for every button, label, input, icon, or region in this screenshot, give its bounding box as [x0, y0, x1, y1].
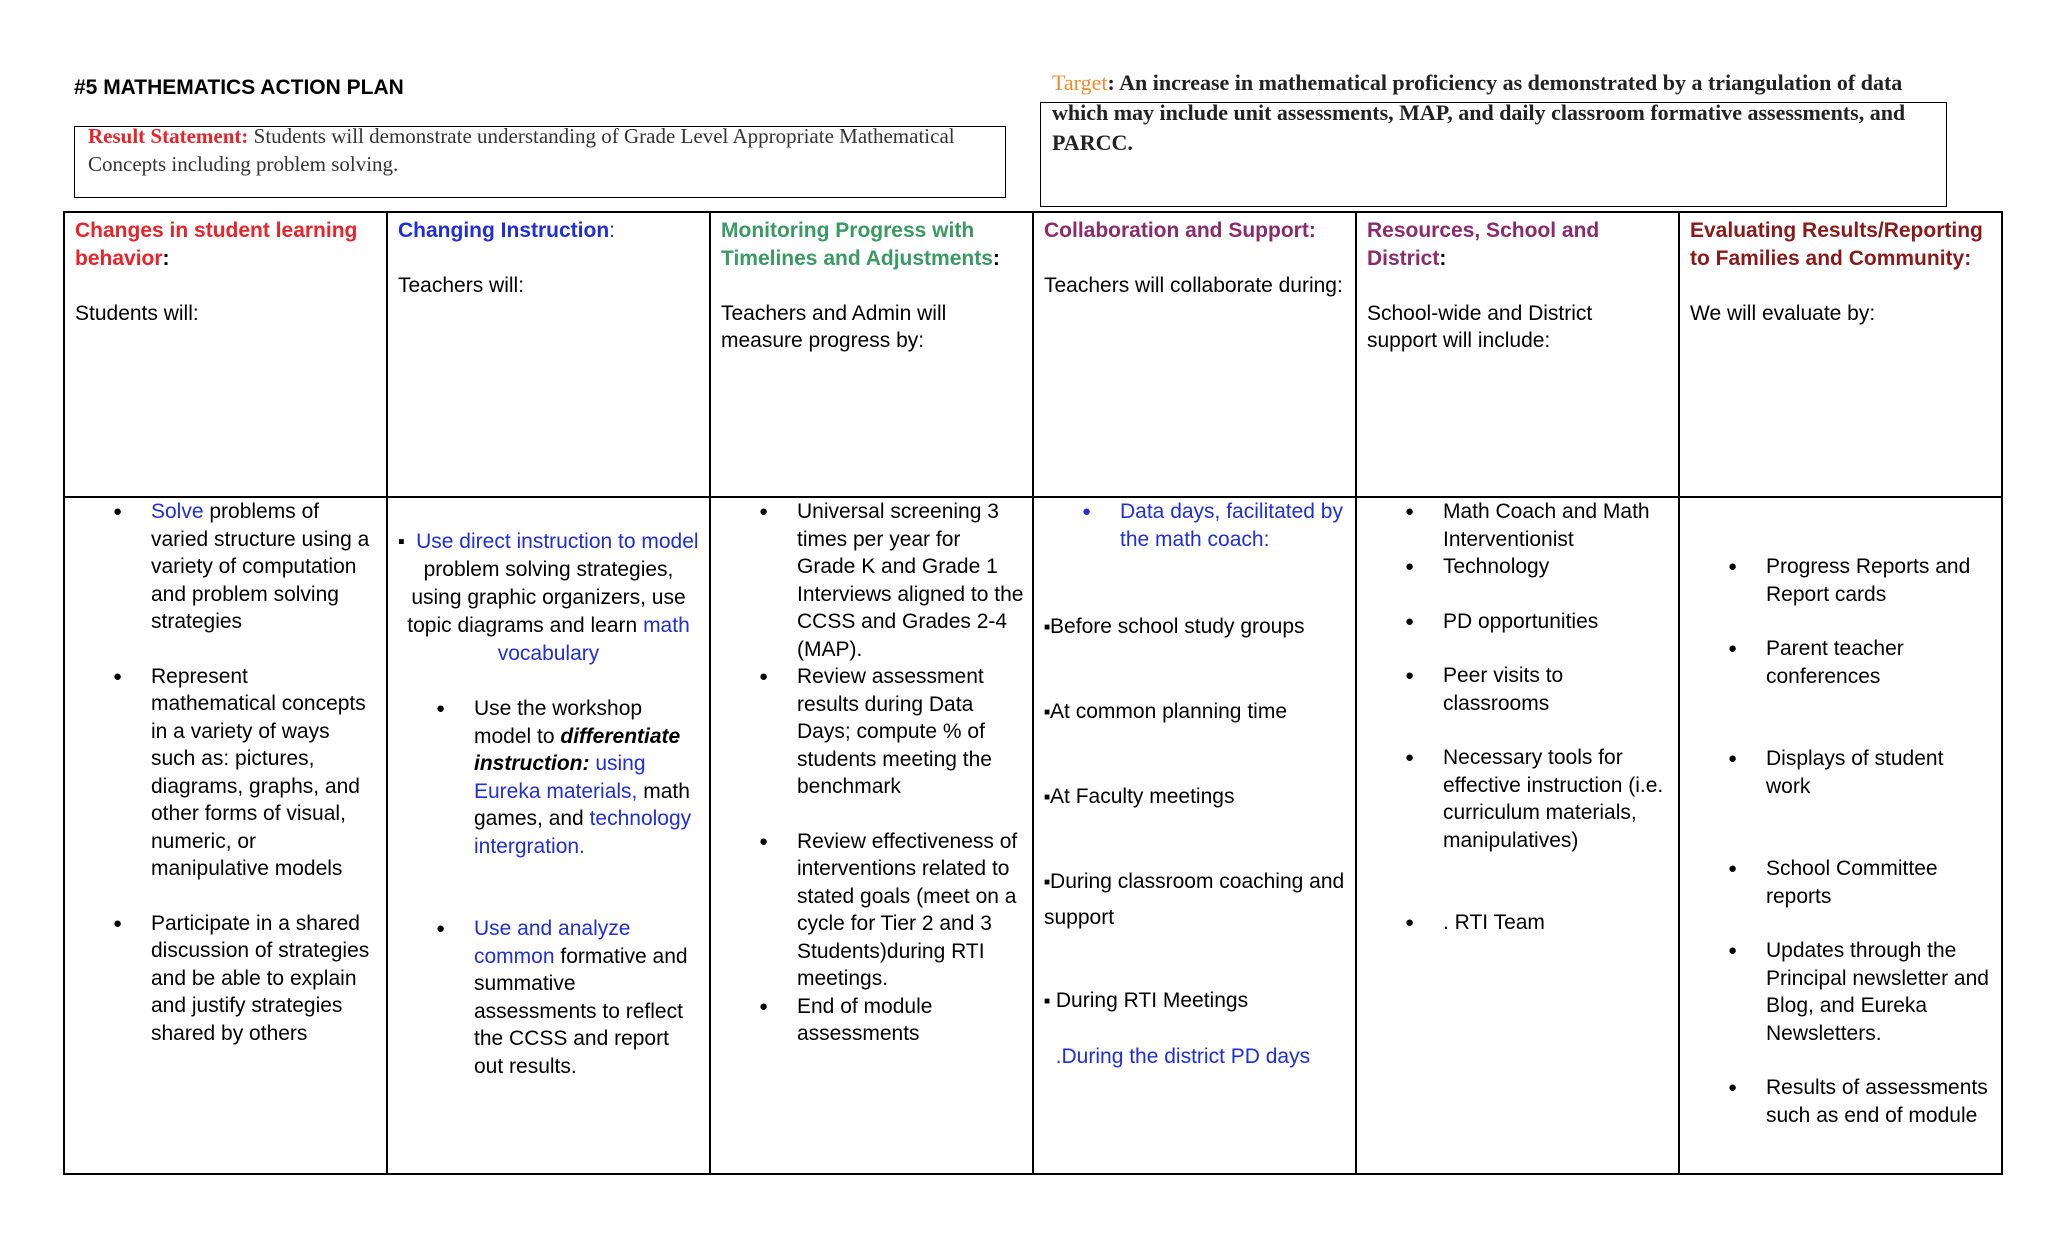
- item-text: Universal screening 3 times per year for Grade K and Grade 1 Interviews aligned to the CCSS and Grades 2-4 (MAP).: [797, 500, 1024, 661]
- list-item: [1405, 553, 1670, 581]
- direct-instruction-text: Use direct instruction to model: [416, 530, 699, 553]
- item-text: Represent mathematical concepts in a variety of ways such as: pictures, diagrams, graphs, and other forms of visual, numeric, or manipulative models: [151, 664, 366, 880]
- header-row: [64, 212, 2002, 497]
- item-text: Displays of student work: [1766, 747, 1944, 798]
- item-text: During RTI Meetings: [1050, 988, 1249, 1012]
- list-item: [1405, 909, 1670, 937]
- column-intro: We will evaluate by:: [1690, 301, 1876, 325]
- heading-colon: :: [162, 246, 170, 270]
- list-item: [1728, 745, 1993, 800]
- list-item: [1405, 744, 1670, 854]
- list-item: [1082, 498, 1347, 553]
- list-item: [113, 498, 378, 636]
- action-plan-table: [63, 211, 2003, 1175]
- item-text: Parent teacher conferences: [1766, 637, 1904, 688]
- body-cell-resources: [1356, 497, 1679, 1174]
- list-item: [759, 663, 1024, 801]
- list-item: [1405, 662, 1670, 717]
- item-text: At Faculty meetings: [1050, 784, 1235, 808]
- column-intro: Teachers and Admin will measure progress by:: [721, 301, 947, 352]
- column-intro: Teachers will collaborate during:: [1044, 274, 1343, 297]
- column-heading: Evaluating Results/Reporting to Families and Community:: [1690, 219, 1983, 270]
- item-text: Review effectiveness of interventions related to stated goals (meet on a cycle for Tier 2 and 3 Students)during RTI meetings.: [797, 829, 1018, 990]
- item-text: math games, and: [474, 779, 690, 831]
- heading-colon: :: [1439, 246, 1447, 270]
- body-cell-collaboration: [1033, 497, 1356, 1174]
- body-cell-evaluating-results: [1679, 497, 2002, 1174]
- heading-colon: :: [992, 246, 1000, 270]
- document-title: #5 MATHEMATICS ACTION PLAN: [74, 76, 404, 99]
- item-text: Before school study groups: [1050, 615, 1305, 638]
- list-item: [1405, 608, 1670, 636]
- list-item: [759, 498, 1024, 663]
- eureka-text: using Eureka materials,: [474, 752, 646, 803]
- direct-instruction-paragraph: [398, 528, 699, 668]
- column-heading: Changes in student learning behavior: [75, 219, 358, 270]
- list-item: [759, 828, 1024, 993]
- header-cell-student-behavior: [64, 212, 387, 497]
- column-heading: Monitoring Progress with Timelines and Adjustments: [721, 219, 993, 270]
- item-text: Review assessment results during Data Days; compute % of students meeting the benchmark: [797, 665, 992, 798]
- header-cell-changing-instruction: [387, 212, 710, 497]
- target-label: Target: [1052, 70, 1108, 95]
- item-text: Progress Reports and Report cards: [1766, 555, 1971, 606]
- collab-item: [1044, 779, 1347, 815]
- body-cell-changing-instruction: [387, 497, 710, 1174]
- column-intro: Teachers will:: [398, 274, 525, 297]
- square-bullet-icon: ■: [1044, 995, 1051, 1007]
- item-text: Use the workshop model to: [474, 697, 643, 748]
- list-item: [1728, 635, 1993, 690]
- item-text: . RTI Team: [1443, 911, 1545, 934]
- item-text: End of module assessments: [797, 994, 933, 1045]
- list-item: [113, 663, 378, 883]
- column-heading: Collaboration and Support:: [1044, 219, 1316, 242]
- target-statement: [1052, 68, 1952, 158]
- collab-item: [1044, 983, 1347, 1019]
- list-item: [1405, 498, 1670, 553]
- square-bullet-icon: ■: [1044, 706, 1051, 718]
- differentiate-text: differentiate instruction:: [474, 724, 681, 776]
- list-item: [113, 910, 378, 1048]
- collab-item: [1044, 694, 1347, 730]
- body-cell-monitoring-progress: [710, 497, 1033, 1174]
- math-vocabulary-text: math vocabulary: [497, 614, 690, 666]
- body-cell-student-behavior: [64, 497, 387, 1174]
- square-bullet-icon: ■: [1044, 876, 1051, 888]
- item-text: Results of assessments such as end of module: [1766, 1076, 1988, 1127]
- square-bullet-icon: ■: [398, 536, 405, 548]
- item-text: Peer visits to classrooms: [1443, 664, 1564, 715]
- list-item: [436, 915, 699, 1080]
- technology-text: technology intergration.: [474, 807, 692, 858]
- header-cell-evaluating-results: [1679, 212, 2002, 497]
- district-pd-item: [1044, 1043, 1347, 1071]
- header-cell-collaboration: [1033, 212, 1356, 497]
- item-text: PD opportunities: [1443, 609, 1599, 633]
- item-text: School Committee reports: [1766, 857, 1938, 908]
- square-bullet-icon: ■: [1044, 621, 1051, 633]
- item-text: Math Coach and Math Interventionist: [1443, 500, 1650, 551]
- result-statement: [88, 122, 988, 178]
- list-item: [1728, 937, 1993, 1047]
- item-text: .During the district PD days: [1055, 1044, 1311, 1068]
- list-item: [1728, 553, 1993, 608]
- body-row: [64, 497, 2002, 1174]
- target-text: : An increase in mathematical proficiency as demonstrated by a triangulation of data which may include unit assessments, MAP, and daily classroom formative assessments, and PARCC.: [1052, 70, 1906, 155]
- header-cell-resources: [1356, 212, 1679, 497]
- result-statement-label: Result Statement:: [88, 124, 249, 148]
- item-text: Participate in a shared discussion of strategies and be able to explain and justify strategies shared by others: [151, 911, 370, 1045]
- solve-text: Solve: [151, 500, 204, 523]
- list-item: [436, 695, 699, 860]
- column-heading: Changing Instruction: [398, 219, 610, 242]
- heading-colon: :: [609, 219, 615, 242]
- header-cell-monitoring-progress: [710, 212, 1033, 497]
- data-days-text: Data days, facilitated by the math coach:: [1120, 500, 1343, 551]
- item-text: problem solving strategies, using graphic organizers, use topic diagrams and learn: [407, 558, 686, 638]
- column-intro: School-wide and District support will include:: [1367, 301, 1593, 352]
- item-text: Necessary tools for effective instruction (i.e. curriculum materials, manipulatives): [1443, 746, 1664, 852]
- item-text: Technology: [1443, 555, 1550, 578]
- item-text: problems of varied structure using a variety of computation and problem solving strategies: [151, 500, 370, 633]
- item-text: formative and summative assessments to reflect the CCSS and report out results.: [474, 944, 688, 1078]
- item-text: At common planning time: [1050, 699, 1287, 723]
- list-item: [1728, 855, 1993, 910]
- result-statement-text: Students will demonstrate understanding of Grade Level Appropriate Mathematical Concepts including problem solving.: [88, 124, 955, 176]
- list-item: [1728, 1074, 1993, 1129]
- column-heading: Resources, School and District: [1367, 219, 1600, 270]
- column-intro: Students will:: [75, 301, 199, 325]
- common-assessment-text: Use and analyze common: [474, 917, 631, 968]
- collab-item: [1044, 609, 1347, 645]
- item-text: During classroom coaching and support: [1044, 869, 1345, 929]
- collab-item: [1044, 864, 1347, 935]
- list-item: [759, 993, 1024, 1048]
- item-text: Updates through the Principal newsletter and Blog, and Eureka Newsletters.: [1766, 939, 1989, 1045]
- square-bullet-icon: ■: [1044, 791, 1051, 803]
